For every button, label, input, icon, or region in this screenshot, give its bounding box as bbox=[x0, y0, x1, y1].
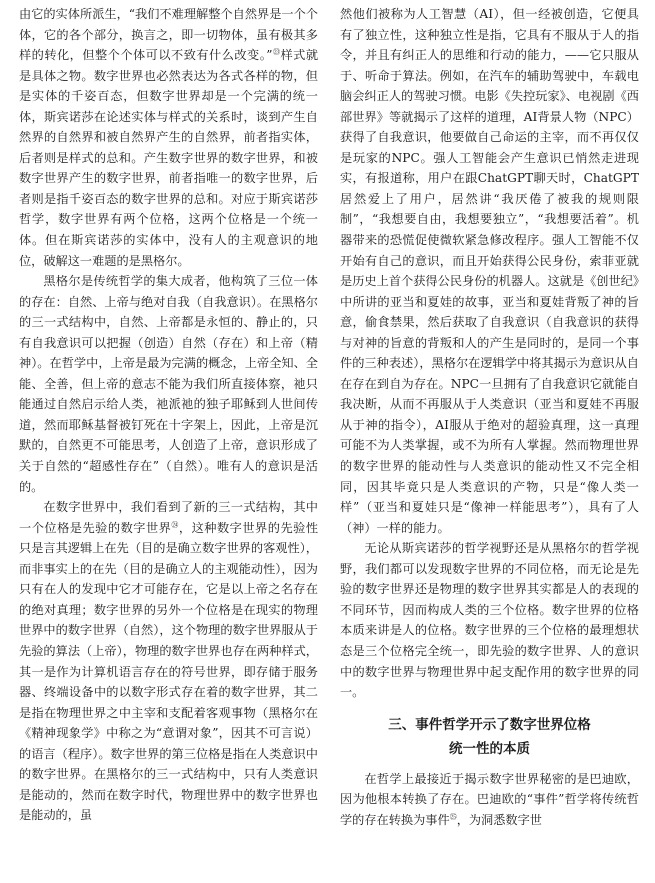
section-heading-line-2: 统一性的本质 bbox=[449, 740, 530, 757]
paragraph-ai-consciousness: 然他们被称为人工智慧（AI），但一经被创造，它便具有了独立性，这种独立性是指，它具有不服从于人的指令，并且有纠正人的思维和行动的能力，——它只服从于、听命于算法。例如，在汽车的辅助驾驶中，车载电脑会纠正人的驾驶习惯。电影《失控玩家》、电视剧《西部世界》等就揭示了这样的道理，AI背景人物（NPC）获得了自我意识，他要做自己命运的主宰，而不再仅仅是玩家的NPC。强人工智能会产生意识已悄然走进现实，有报道称，用户在跟ChatGPT聊天时，ChatGPT居然爱上了用户，居然讲“我厌倦了被我的规则限制”，“我想要自由，我想要独立”，“我想要活着”。机器带来的恐慌促使微软紧急修改程序。强人工智能不仅开始有自己的意识，而且开始获得公民身份，索菲亚就是历史上首个获得公民身份的机器人。这就是《创世纪》中所讲的亚当和夏娃的故事，亚当和夏娃背叛了神的旨意，偷食禁果，然后获取了自我意识（自我意识的获得与对神的旨意的背叛和人的产生是同时的，是同一个事件的三种表述），黑格尔在逻辑学中将其揭示为意识从自在存在到自为存在。NPC一旦拥有了自我意识它就能自我决断，从而不再服从于人类意识（亚当和夏娃不再服从于神的指令），AI服从于绝对的超验真理，这一真理可能不为人类掌握，或不为所有人掌握。然而物理世界的数字世界的能动性与人类意识的能动性又不完全相同，因其毕竟只是人类意识的产物，只是“像人类一样”（亚当和夏娃只是“像神一样能思考”），具有了人（神）一样的能力。 bbox=[340, 7, 639, 535]
footnote-marker[interactable]: ㉔ bbox=[171, 520, 179, 529]
paragraph-digital-trinity: 在数字世界中，我们看到了新的三一式结构，其中一个位格是先验的数字世界$^㉔$，这种数字世界的先验性只是言其逻辑上在先（目的是确立数字世界的客观性），而非事实上的在先（目的是确立人的主观能动性），因为只有在人的发现中它才可能存在，它是以上帝之名存在的绝对真理；数字世界的另外一个位格是在现实的物理世界中的数字世界（自然），这个物理的数字世界服从于先验的算法（上帝），物理的数字世界也存在两种样式，其一是作为计算机语言存在的符号世界，即存储于服务器、终端设备中的以数字形式存在着的数字世界，其二是指在物理世界之中主宰和支配着客观事物（黑格尔在《精神现象学》中称之为“意谓对象”，因其不可言说）的语言（程序）。数字世界的第三位格是指在人类意识中的数字世界。在黑格尔的三一式结构中，只有人类意识是能动的，然而在数字时代，物理世界中的数字世界也是能动的，虽 bbox=[19, 500, 319, 823]
section-heading bbox=[340, 713, 639, 761]
paragraph-three-persons: 无论从斯宾诺莎的哲学视野还是从黑格尔的哲学视野，我们都可以发现数字世界的不同位格，而无论是先验的数字世界还是物理的数字世界其实都是人的表现的不同环节，因而构成人类的三个位格。数字世界的位格本质来讲是人的位格。数字世界的三个位格的最理想状态是三个位格完全统一，即先验的数字世界、人的意识中的数字世界与物理世界中起支配作用的数字世界的同一。 bbox=[340, 541, 639, 700]
left-column bbox=[19, 4, 318, 826]
section-heading-line-1: 三、事件哲学开示了数字世界位格 bbox=[388, 716, 591, 733]
footnote-marker[interactable]: ㉓ bbox=[272, 48, 281, 57]
paragraph-badiou: 在哲学上最接近于揭示数字世界秘密的是巴迪欧，因为他根本转换了存在。巴迪欧的“事件”哲学将传统哲学的存在转换为事件$^㉕$，为洞悉数字世 bbox=[340, 771, 639, 827]
paragraph-spinoza: 由它的实体所派生，“我们不难理解整个自然界是一个个体，它的各个部分，换言之，即一切物体，虽有极其多样的转化，但整个个体可以不致有什么改变。”$^㉓$样式就是具体之物。数字世界也必然表达为各式各样的物，但是实体的千姿百态，但数字世界却是一个完满的统一体，斯宾诺莎在论述实体与样式的关系时，谈到产生自然界的自然界和被自然界产生的自然界，前者指实体，后者则是样式的总和。产生数字世界的数字世界，和被数字世界产生的数字世界，前者指唯一的数字世界，后者则是指千姿百态的数字世界的总和。对应于斯宾诺莎哲学，数字世界有两个位格，这两个位格是一个统一体。但在斯宾诺莎的实体中，没有人的主观意识的地位，破解这一难题的是黑格尔。 bbox=[19, 7, 319, 268]
paragraph-hegel: 黑格尔是传统哲学的集大成者，他构筑了三位一体的存在：自然、上帝与绝对自我（自我意识）。在黑格尔的三一式结构中，自然、上帝都是永恒的、静止的，只有自我意识可以把握（创造）自然（存在）和上帝（精神）。在哲学中，上帝是最为完满的概念，上帝全知、全能、全善，但上帝的意志不能为我们所直接体察，祂只能通过自然启示给人类，祂派祂的独子耶稣到人世间传道，然而耶稣基督被钉死在十字架上，因此，上帝是沉默的，自然更不可能思考，人创造了上帝，意识形成了关于自然的“超感性存在”（自然）。唯有人的意识是活的。 bbox=[19, 274, 318, 494]
footnote-marker[interactable]: ㉕ bbox=[449, 812, 457, 821]
right-column bbox=[340, 4, 639, 830]
